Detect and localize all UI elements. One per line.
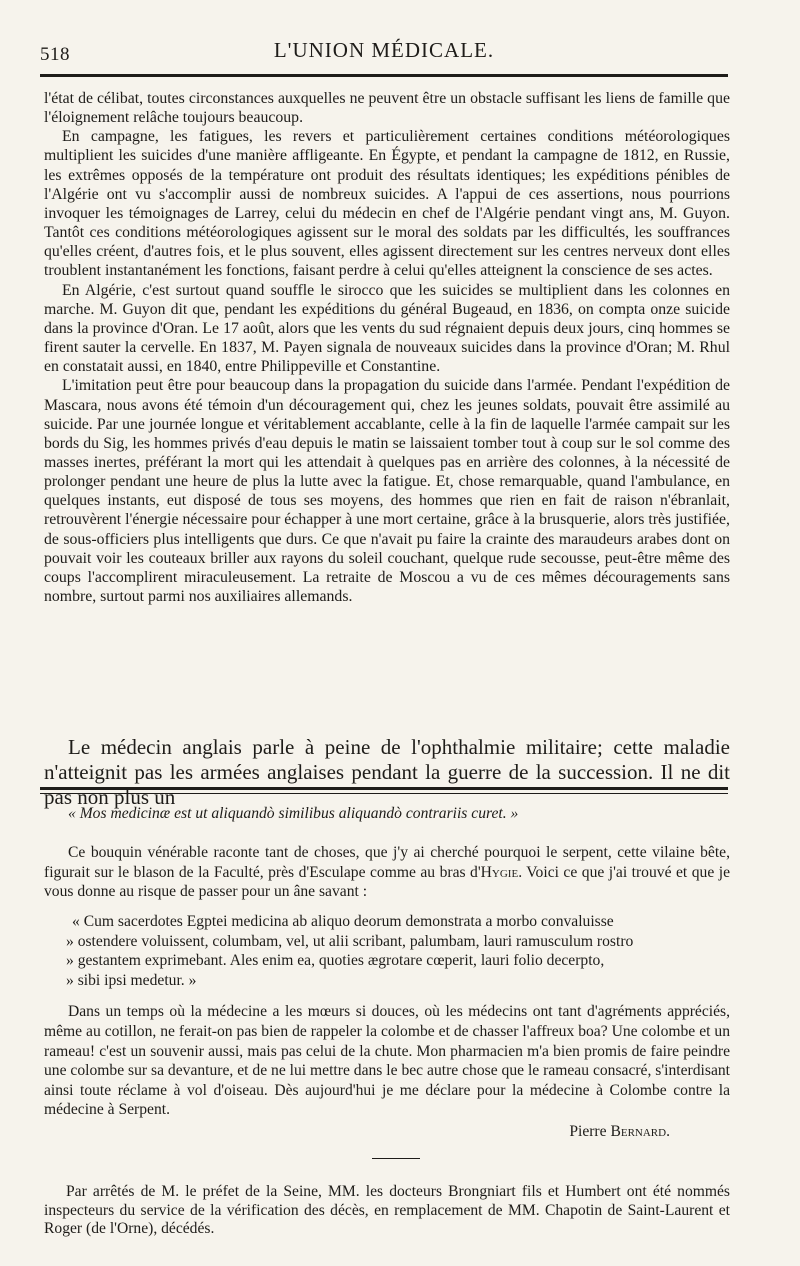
article-body	[44, 89, 730, 606]
paragraph-text: . Voici ce que j'ai trouvé et que je vous donne au risque de passer pour un âne savant :	[44, 863, 730, 901]
quote-line: » sibi ipsi medetur. »	[66, 971, 197, 989]
notice-paragraph: Par arrêtés de M. le préfet de la Seine, MM. les docteurs Brongniart fils et Humbert ont été nommés inspecteurs du service de la vérification des décès, en remplacement de MM. Chapotin de Saint-Laurent et Roger (de l'Orne), décédés.	[44, 1183, 730, 1237]
paragraph: En campagne, les fatigues, les revers et particulièrement certaines conditions météorologiques multiplient les suicides d'une manière affligeante. En Égypte, et pendant la campagne de 1812, en Russie, les extrêmes opposés de la température ont produit des résultats identiques; les expéditions pénibles de l'Algérie ont vu s'accomplir aussi de nombreux suicides. A l'appui de ces assertions, nous pourrions invoquer les témoignages de Larrey, celui du médecin en chef de l'Algérie pendant vingt ans, M. Guyon. Tantôt ces conditions météorologiques agissent sur le moral des soldats par les difficultés, les souffrances qu'elles créent, d'autres fois, et le plus souvent, elles agissent directement sur les centres nerveux dont elles troublent instantanément les fonctions, faisant perdre à celui qu'elles atteignent la conscience de ses actes.	[44, 128, 730, 280]
quote-line: » gestantem exprimebant. Ales enim ea, quoties ægrotare cœperit, lauri folio decerpto,	[66, 952, 605, 970]
quote-line: » ostendere voluissent, columbam, vel, ut alii scribant, palumbam, lauri ramusculum rostro	[66, 932, 634, 950]
page-number: 518	[40, 44, 70, 65]
paragraph: l'état de célibat, toutes circonstances auxquelles ne peuvent être un obstacle suffisant les liens de famille que l'éloignement relâche toujours beaucoup.	[44, 90, 730, 127]
motto: « Mos medicinæ est ut aliquandò similibus aliquandò contrariis curet. »	[68, 805, 519, 822]
signature-end: .	[666, 1122, 670, 1140]
feuilleton	[44, 804, 730, 1142]
page-header	[40, 36, 728, 66]
large-type-section	[44, 735, 730, 810]
signature-first: Pierre	[569, 1122, 611, 1140]
separator-rule	[372, 1158, 420, 1159]
latin-quote	[44, 912, 730, 990]
signature	[44, 1122, 730, 1142]
quote-line: « Cum sacerdotes Egptei medicina ab aliquo deorum demonstrata a morbo convaluisse	[72, 912, 614, 930]
paragraph: Dans un temps où la médecine a les mœurs si douces, où les médecins ont tant d'agréments appréciés, même au cotillon, ne ferait-on pas bien de rappeler la colombe et de chasser l'affreux boa? Une colombe et un rameau! c'est un souvenir aussi, mais pas celui de la chute. Mon pharmacien m'a bien promis de faire peindre une colombe sur sa devanture, et de ne lui mettre dans le bec autre chose que le rameau consacré, s'interdisant ainsi toute réclame à vol d'oiseau. Dès aujourd'hui je me déclare pour la médecine à Colombe contre la médecine à Serpent.	[44, 1003, 730, 1119]
running-head: L'UNION MÉDICALE.	[273, 38, 495, 62]
paragraph-text: Ce bouquin vénérable raconte tant de choses, que j'y ai cherché pourquoi le serpent, cette vilaine bête, figurait sur le blason de la Faculté, près d'Esculape comme au bras d'	[44, 844, 730, 881]
hygie-name: Hygie	[480, 863, 519, 881]
paragraph: L'imitation peut être pour beaucoup dans la propagation du suicide dans l'armée. Pendant l'expédition de Mascara, nous avons été témoin d'un découragement qui, chez les jeunes soldats, pouvait être assimilé au suicide. Par une journée longue et véritablement accablante, celle à la fin de laquelle l'armée campait sur les bords du Sig, les hommes privés d'eau depuis le matin se laissaient tomber tout à coup sur le sol comme des masses inertes, préférant la mort qui les attendait à quelques pas en arrière des colonnes, à la nécessité de prolonger pendant une heure de plus la lutte avec la fatigue. Et, chose remarquable, quand l'ambulance, en quelques instants, eut disposé de tous ses moyens, des hommes que rien en fait de raison n'ébranlait, retrouvèrent l'énergie nécessaire pour échapper à une mort certaine, grâce à la brusquerie, alors très justifiée, de sous-officiers plus intelligents que durs. Ce que n'avait pu faire la crainte des maraudeurs arabes dont on pouvait voir les couteaux briller aux rayons du soleil couchant, quelque rude secousse, peut-être même des coups l'accomplirent miraculeusement. La retraite de Moscou a vu de ces mêmes découragements sans nombre, surtout parmi nos auxiliaires allemands.	[44, 377, 730, 606]
header-rule	[40, 74, 728, 77]
feuilleton-rule-top	[40, 787, 728, 790]
paragraph	[44, 843, 730, 902]
signature-last: Bernard	[610, 1122, 667, 1140]
feuilleton-rule-bottom	[40, 793, 728, 794]
paragraph: En Algérie, c'est surtout quand souffle le sirocco que les suicides se multiplient dans les colonnes en marche. M. Guyon dit que, pendant les expéditions du général Bugeaud, en 1836, on compta onze suicide dans la province d'Oran. Le 17 août, alors que les vents du sud régnaient depuis deux jours, cinq hommes se firent sauter la cervelle. En 1837, M. Payen signala de nouveaux suicides dans la province d'Oran; M. Rhul en constatait aussi, en 1840, entre Philippeville et Constantine.	[44, 281, 730, 376]
notice-section	[44, 1183, 730, 1239]
large-paragraph: Le médecin anglais parle à peine de l'ophthalmie militaire; cette maladie n'atteignit pas les armées anglaises pendant la guerre de la succession. Il ne dit pas non plus un	[44, 735, 730, 809]
